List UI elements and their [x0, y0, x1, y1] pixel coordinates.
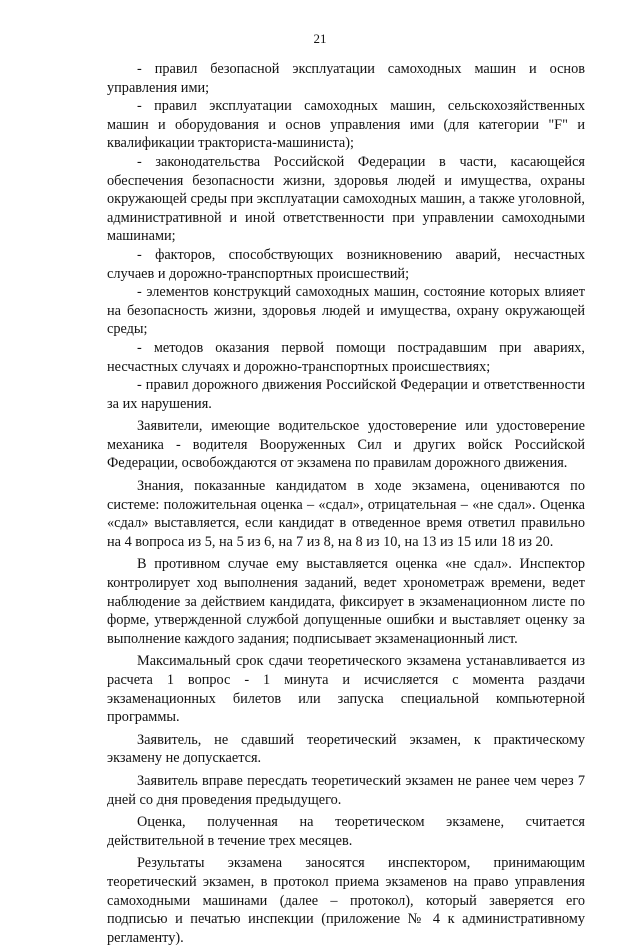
paragraph-practical-admission: Заявитель, не сдавший теоретический экзамен, к практическому экзамену не допускается.	[107, 731, 585, 767]
list-item-accident-factors: - факторов, способствующих возникновению аварий, несчастных случаев и дорожно-транспортных происшествий;	[107, 246, 585, 282]
paragraph-protocol: Результаты экзамена заносятся инспектором, принимающим теоретический экзамен, в протокол приема экзаменов на право управления самоходными машинами (далее – протокол), который заверяется его подписью и печатью инспекции (приложение № 4 к административному регламенту).	[107, 855, 585, 946]
list-item-legislation: - законодательства Российской Федерации в части, касающейся обеспечения безопасности жизни, здоровья людей и имущества, охраны окружающей среды при эксплуатации самоходных машин, а также уголовной, административной и иной ответственности при управлении самоходными машинами;	[107, 153, 585, 245]
list-item-operation-rules: - правил эксплуатации самоходных машин, сельскохозяйственных машин и оборудования и основ управления ими (для категории "F" и квалификации тракториста-машиниста);	[107, 98, 585, 152]
list-item-safe-operation: - правил безопасной эксплуатации самоходных машин и основ управления ими;	[107, 61, 585, 96]
list-item-first-aid: - методов оказания первой помощи пострадавшим при авариях, несчастных случаях и дорожно-транспортных происшествиях;	[107, 339, 585, 375]
list-item-traffic-rules: - правил дорожного движения Российской Федерации и ответственности за их нарушения.	[107, 377, 585, 412]
paragraph-grading-system: Знания, показанные кандидатом в ходе экзамена, оцениваются по системе: положительная оценка – «сдал», отрицательная – «не сдал». Оценка «сдал» выставляется, если кандидат в отведенное время ответил правильно на 4 вопроса из 5, на 5 из 6, на 7 из 8, на 8 из 10, на 13 из 15 или 18 из 20.	[107, 478, 585, 550]
paragraph-inspector-control: В противном случае ему выставляется оценка «не сдал». Инспектор контролирует ход выполнения заданий, ведет хронометраж времени, ведет наблюдение за действием кандидата, фиксирует в экзаменационном листе по форме, утвержденной службой допущенные ошибки и выставляет оценку за выполнение каждого задания; подписывает экзаменационный лист.	[107, 556, 585, 647]
paragraph-validity: Оценка, полученная на теоретическом экзамене, считается действительной в течение трех месяцев.	[107, 814, 585, 849]
paragraph-exemption: Заявители, имеющие водительское удостоверение или удостоверение механика - водителя Вооруженных Сил и других войск Российской Федерации, освобождаются от экзамена по правилам дорожного движения.	[107, 418, 585, 472]
document-body	[107, 60, 585, 947]
paragraph-retake: Заявитель вправе пересдать теоретический экзамен не ранее чем через 7 дней со дня проведения предыдущего.	[107, 772, 585, 808]
page-number: 21	[313, 31, 327, 46]
paragraph-time-limit: Максимальный срок сдачи теоретического экзамена устанавливается из расчета 1 вопрос - 1 минута и исчисляется с момента раздачи экзаменационных билетов или запуска специальной компьютерной программы.	[107, 653, 585, 726]
list-item-construction-elements: - элементов конструкций самоходных машин, состояние которых влияет на безопасность жизни, здоровья людей и имущества, охрану окружающей среды;	[107, 284, 585, 338]
